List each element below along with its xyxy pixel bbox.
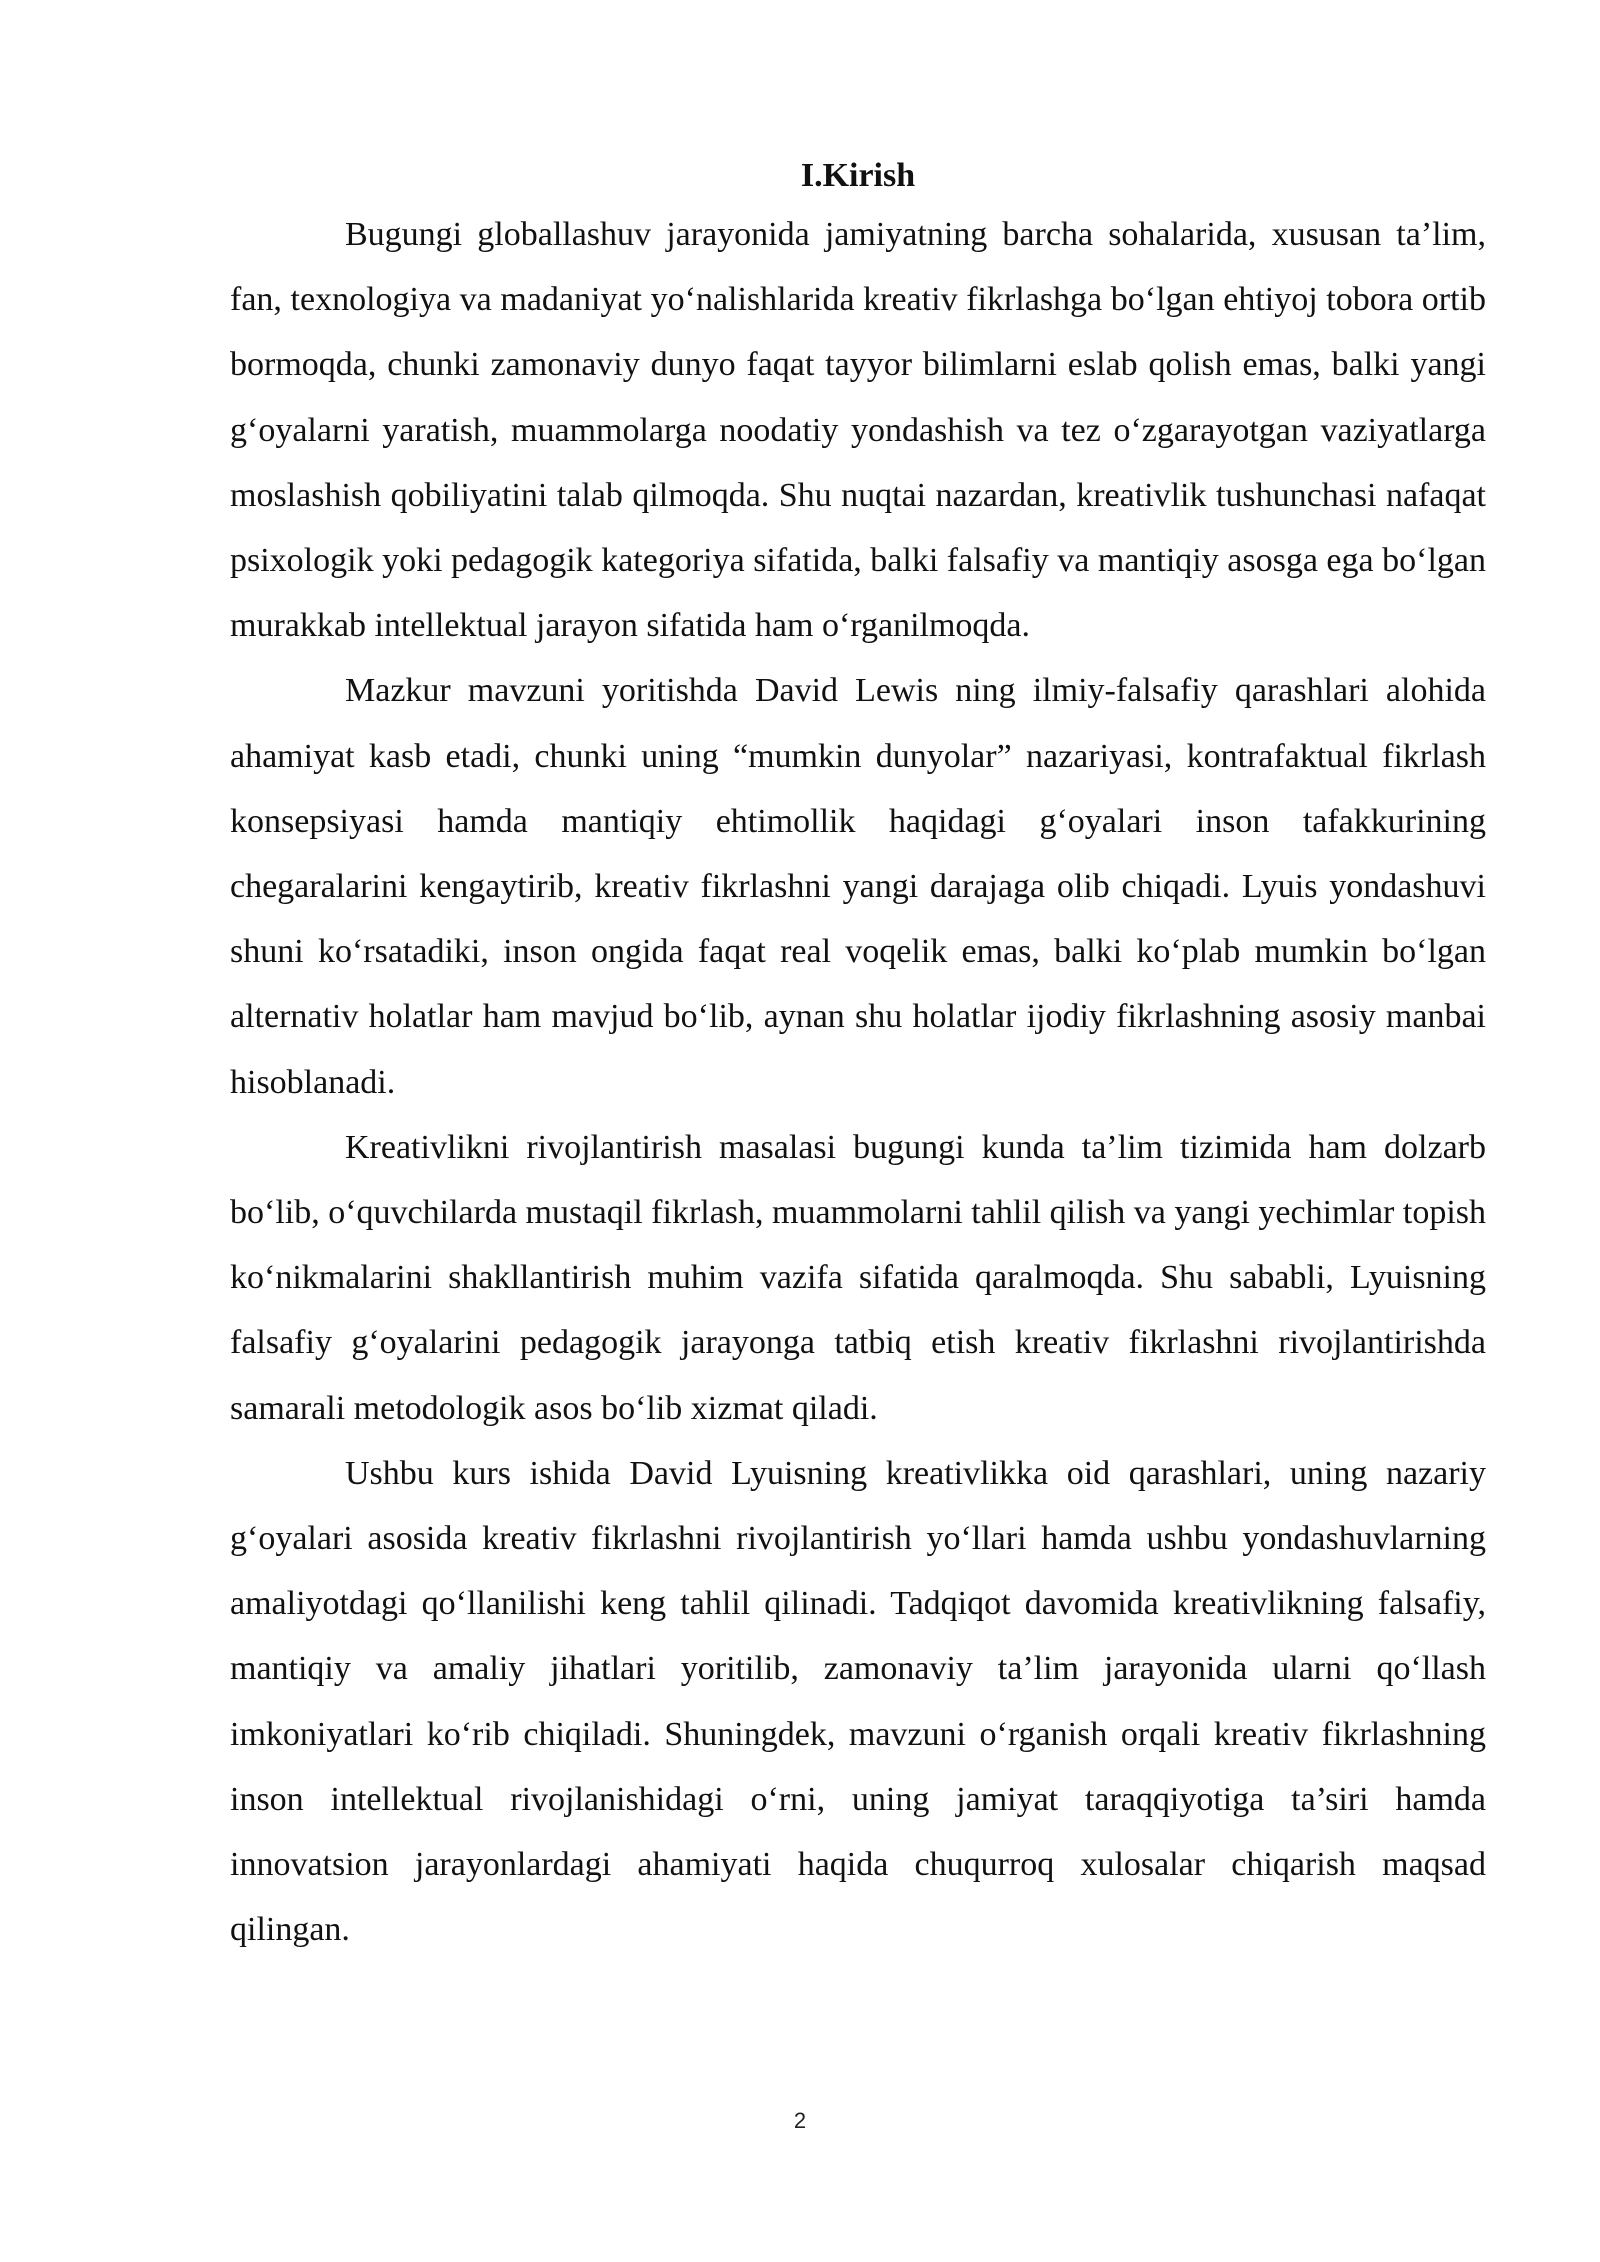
paragraph-4: Ushbu kurs ishida David Lyuisning kreativlikka oid qarashlari, uning nazariy g‘oyalari asosida kreativ fikrlashni rivojlantirish yo‘llari hamda ushbu yondashuvlarning amaliyotdagi qo‘llanilishi keng tahlil qilinadi. Tadqiqot davomida kreativlikning falsafiy, mantiqiy va amaliy jihatlari yoritilib, zamonaviy ta’lim jarayonida ularni qo‘llash imkoniyatlari ko‘rib chiqiladi. Shuningdek, mavzuni o‘rganish orqali kreativ fikrlashning inson intellektual rivojlanishidagi o‘rni, uning jamiyat taraqqiyotiga ta’siri hamda innovatsion jarayonlardagi ahamiyati haqida chuqurroq xulosalar chiqarish maqsad qilingan. bbox=[230, 1454, 1486, 1949]
page-content bbox=[230, 150, 1486, 1962]
paragraph-3: Kreativlikni rivojlantirish masalasi bugungi kunda ta’lim tizimida ham dolzarb bo‘lib, o‘quvchilarda mustaqil fikrlash, muammolarni tahlil qilish va yangi yechimlar topish ko‘nikmalarini shakllantirish muhim vazifa sifatida qaralmoqda. Shu sababli, Lyuisning falsafiy g‘oyalarini pedagogik jarayonga tatbiq etish kreativ fikrlashni rivojlantirishda samarali metodologik asos bo‘lib xizmat qiladi. bbox=[230, 1128, 1486, 1427]
paragraph-2: Mazkur mavzuni yoritishda David Lewis ning ilmiy-falsafiy qarashlari alohida ahamiyat kasb etadi, chunki uning “mumkin dunyolar” nazariyasi, kontrafaktual fikrlash konsepsiyasi hamda mantiqiy ehtimollik haqidagi g‘oyalari inson tafakkurining chegaralarini kengaytirib, kreativ fikrlashni yangi darajaga olib chiqadi. Lyuis yondashuvi shuni ko‘rsatadiki, inson ongida faqat real voqelik emas, balki ko‘plab mumkin bo‘lgan alternativ holatlar ham mavjud bo‘lib, aynan shu holatlar ijodiy fikrlashning asosiy manbai hisoblanadi. bbox=[230, 672, 1486, 1101]
paragraph-1: Bugungi globallashuv jarayonida jamiyatning barcha sohalarida, xususan ta’lim, fan, texnologiya va madaniyat yo‘nalishlarida kreativ fikrlashga bo‘lgan ehtiyoj tobora ortib bormoqda, chunki zamonaviy dunyo faqat tayyor bilimlarni eslab qolish emas, balki yangi g‘oyalarni yaratish, muammolarga noodatiy yondashish va tez o‘zgarayotgan vaziyatlarga moslashish qobiliyatini talab qilmoqda. Shu nuqtai nazardan, kreativlik tushunchasi nafaqat psixologik yoki pedagogik kategoriya sifatida, balki falsafiy va mantiqiy asosga ega bo‘lgan murakkab intellektual jarayon sifatida ham o‘rganilmoqda. bbox=[230, 216, 1486, 645]
page-number: 2 bbox=[793, 2108, 807, 2133]
section-heading: I.Kirish bbox=[800, 157, 916, 194]
